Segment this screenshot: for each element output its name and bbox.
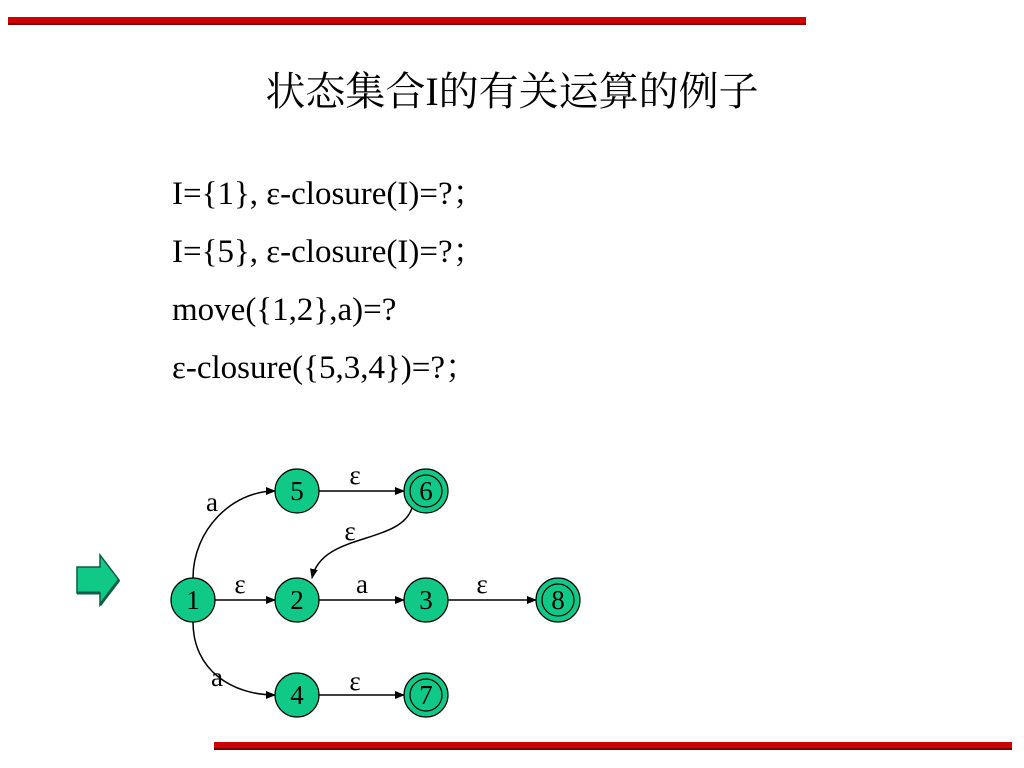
transition-edge-6-2 (312, 508, 412, 578)
slide-title: 状态集合I的有关运算的例子 (265, 69, 759, 114)
state-label-3: 3 (419, 585, 433, 615)
transition-label-4-7: ε (349, 666, 361, 696)
bottom-accent-bar (214, 742, 1012, 750)
transition-label-2-3: a (356, 569, 368, 599)
question-4: ε-closure({5,3,4})=?； (172, 350, 479, 386)
question-2: I={5}, ε-closure(I)=?； (172, 234, 486, 270)
transition-edge-1-4 (193, 622, 275, 695)
transition-label-1-2: ε (234, 569, 246, 599)
state-label-5: 5 (290, 476, 304, 506)
state-node-1 (171, 578, 215, 622)
state-node-3 (404, 578, 448, 622)
state-node-7 (404, 673, 448, 717)
state-nodes (171, 469, 580, 717)
transition-label-3-8: ε (476, 569, 488, 599)
state-node-6 (404, 469, 448, 513)
question-3: move({1,2},a)=? (172, 292, 397, 328)
state-node-2 (275, 578, 319, 622)
transition-label-6-2: ε (344, 516, 356, 546)
state-node-5 (275, 469, 319, 513)
transition-label-1-4: a (211, 662, 223, 692)
state-label-8: 8 (551, 585, 565, 615)
transition-label-5-6: ε (349, 460, 361, 490)
transition-label-1-5: a (206, 487, 218, 517)
state-node-4 (275, 673, 319, 717)
state-label-7: 7 (419, 680, 433, 710)
state-label-4: 4 (290, 680, 304, 710)
state-node-8 (536, 578, 580, 622)
state-label-6: 6 (419, 476, 433, 506)
state-label-2: 2 (290, 585, 304, 615)
state-label-1: 1 (186, 585, 200, 615)
question-1: I={1}, ε-closure(I)=?； (172, 176, 486, 212)
